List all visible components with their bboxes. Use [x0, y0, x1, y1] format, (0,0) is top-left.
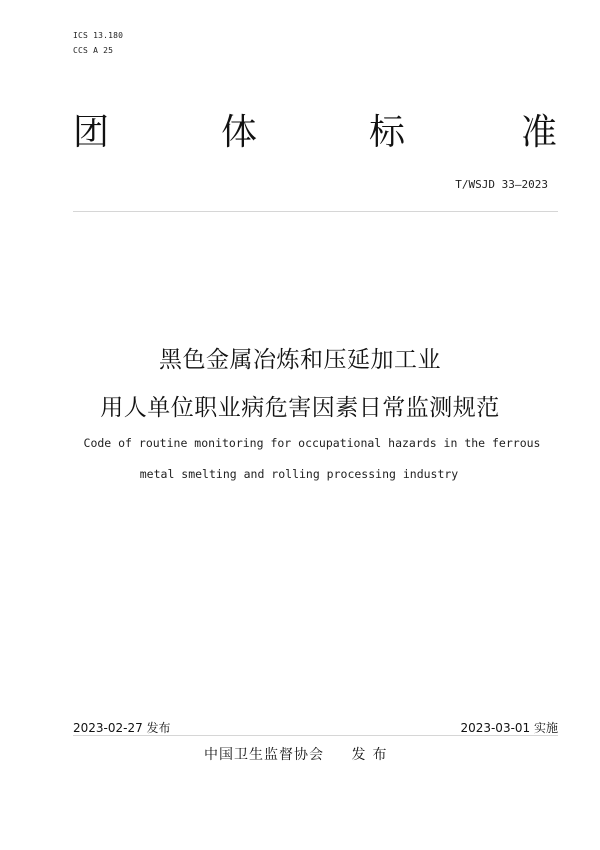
bottom-divider: [73, 735, 558, 736]
publisher-action: 发布: [351, 747, 394, 763]
publisher-name: 中国卫生监督协会: [204, 747, 324, 763]
standard-type-char: 准: [521, 112, 558, 153]
english-title-line-1: Code of routine monitoring for occupational hazards in the ferrous: [83, 436, 541, 450]
standard-number: T/WSJD 33—2023: [455, 178, 548, 191]
standard-type-char: 标: [369, 112, 406, 153]
standard-type-char: 团: [73, 112, 110, 153]
standard-type-heading: [73, 108, 557, 158]
chinese-title-line-1: 黑色金属冶炼和压延加工业: [159, 347, 441, 373]
publisher-line: [204, 744, 393, 764]
ics-code: ICS 13.180: [73, 31, 124, 40]
english-title-line-2: metal smelting and rolling processing industry: [139, 467, 459, 481]
top-divider: [73, 211, 558, 212]
implementation-date: 2023-03-01 实施: [460, 721, 558, 735]
issue-date: 2023-02-27 发布: [73, 721, 171, 735]
standard-type-char: 体: [221, 112, 258, 153]
chinese-title-line-2: 用人单位职业病危害因素日常监测规范: [100, 395, 500, 421]
ccs-code: CCS A 25: [73, 46, 114, 55]
